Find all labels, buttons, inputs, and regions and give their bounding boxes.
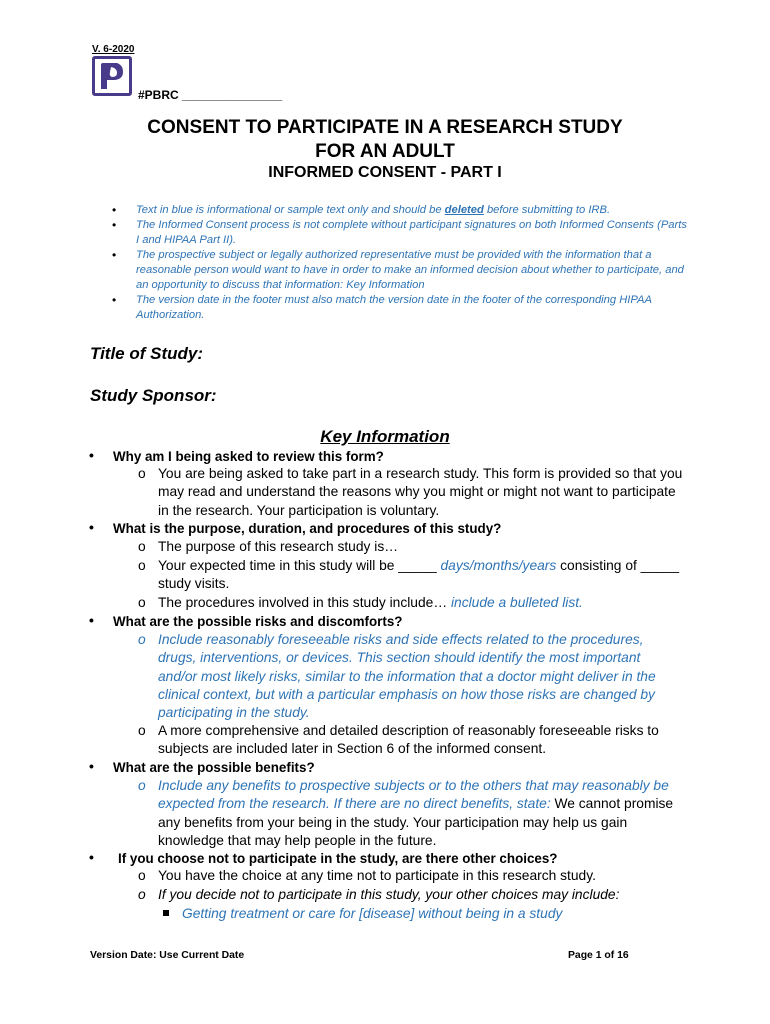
key-information-heading: Key Information (320, 427, 450, 446)
footer-version-date: Version Date: Use Current Date (90, 950, 245, 961)
bullet-icon: • (89, 758, 94, 774)
answer-item: o A more comprehensive and detailed description of reasonably foreseeable risks to subjects are included later in Section 6 of the informed consent. (138, 723, 659, 757)
answer-item: o You have the choice at any time not to participate in this research study. (138, 868, 596, 883)
pbrc-number-field: #PBRC _______________ (138, 88, 283, 102)
study-title-label: Title of Study: (90, 344, 204, 363)
bullet-icon: • (89, 849, 94, 865)
square-bullet-icon (163, 910, 169, 916)
document-title-line1: CONSENT TO PARTICIPATE IN A RESEARCH STUDY (147, 117, 623, 138)
answer-item: o Include any benefits to prospective subjects or to the others that may reasonably be expected from the research. If there are no direct benefits, state: We cannot promise any benefits from your being in the study. Your participation may help us gain knowledge that may help people in the future. (138, 778, 674, 848)
document-subtitle: INFORMED CONSENT - PART I (268, 164, 502, 181)
study-sponsor-label: Study Sponsor: (90, 386, 217, 405)
bullet-icon: • (89, 519, 94, 535)
version-tag: V. 6-2020 (92, 44, 135, 55)
answer-item: o Your expected time in this study will be _____ days/months/years consisting of _____ study visits. (138, 558, 680, 592)
note-item: • The version date in the footer must also match the version date in the footer of the corresponding HIPAA Authorization. (112, 293, 687, 323)
question-risks: • What are the possible risks and discomforts? (89, 612, 403, 629)
deleted-emphasis: deleted (444, 204, 484, 216)
answer-item: o Include reasonably foreseeable risks and side effects related to the procedures, drugs, interventions, or devices. This section should identify the most important and/or most likely risks, similar to the information that a doctor might deliver in the clinical context, but with a particular emphasis on how those risks are changed by participating in the study. (138, 632, 656, 721)
question-benefits: • What are the possible benefits? (89, 758, 315, 775)
answer-item: o You are being asked to take part in a research study. This form is provided so that you may read and understand the reasons why you might or might not want to participate in the research. Your participation is voluntary. (138, 466, 683, 518)
note-item: • The Informed Consent process is not complete without participant signatures on both Informed Consents (Parts I and HIPAA Part II). (112, 218, 687, 248)
bullet-icon: • (89, 612, 94, 628)
footer-page-number: Page 1 of 16 (568, 950, 629, 961)
bullet-icon: • (89, 447, 94, 463)
question-other-choices: • If you choose not to participate in the study, are there other choices? (89, 849, 558, 866)
answer-item: o If you decide not to participate in this study, your other choices may include: (138, 887, 620, 902)
document-title-line2: FOR AN ADULT (315, 141, 455, 162)
question-purpose-duration: • What is the purpose, duration, and procedures of this study? (89, 519, 502, 536)
note-item: • Text in blue is informational or sample text only and should be deleted before submitting to IRB. (112, 203, 687, 218)
answer-item: o The purpose of this research study is… (138, 539, 399, 554)
pbrc-logo-icon (92, 56, 132, 96)
answer-item: o The procedures involved in this study include… include a bulleted list. (138, 595, 583, 610)
sub-bullet-item: Getting treatment or care for [disease] without being in a study (182, 906, 562, 921)
note-item: • The prospective subject or legally authorized representative must be provided with the information that a reasonable person would want to have in order to make an informed decision about whether to participate, and an opportunity to discuss that information: Key Information (112, 248, 687, 293)
instruction-notes (112, 203, 687, 323)
question-why-review: • Why am I being asked to review this form? (89, 447, 384, 464)
